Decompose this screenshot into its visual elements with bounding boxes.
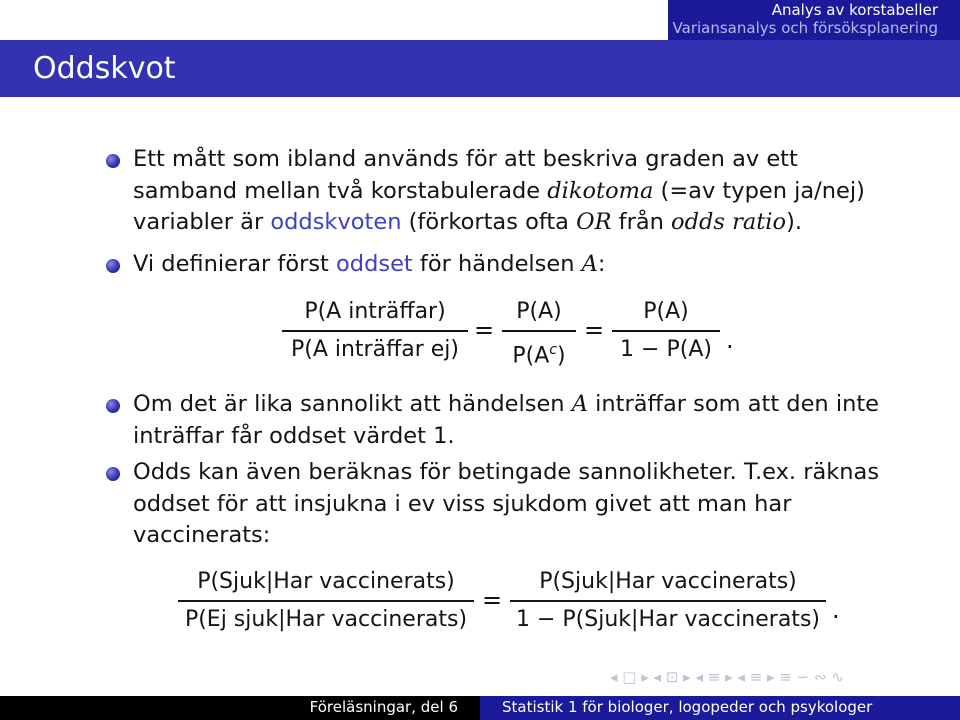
fraction-bar — [502, 330, 576, 332]
beamer-navigation-icons[interactable]: ◂ □ ▸ ◂ ⊡ ▸ ◂ ≡ ▸ ◂ ≡ ▸ ≡ ∽ ∾ ∿ — [610, 668, 844, 686]
numerator: P(Sjuk|Har vaccinerats) — [539, 569, 797, 594]
bullet-icon — [106, 399, 120, 413]
denominator: 1 − P(Sjuk|Har vaccinerats) — [516, 606, 820, 632]
numerator: P(A) — [516, 299, 562, 324]
bullet-icon — [106, 154, 120, 168]
italic-term: A — [581, 251, 598, 277]
text-segment: för händelsen — [412, 251, 582, 277]
numerator: P(A) — [643, 299, 689, 324]
text-segment: (förkortas ofta — [401, 209, 577, 235]
equals-sign: = — [474, 316, 495, 344]
highlighted-term: oddset — [336, 251, 413, 277]
fraction-1 — [178, 568, 474, 634]
text-segment: inträffar som att den inte inträffar får oddset värdet 1. — [133, 391, 880, 449]
text-segment: Om det är lika sannolikt att händelsen — [133, 391, 572, 417]
bullet-2-text — [133, 249, 893, 281]
bullet-3-text — [133, 389, 893, 452]
highlighted-term: oddskvoten — [270, 209, 402, 235]
bullet-4-text: Odds kan även beräknas för betingade sannolikheter. T.ex. räknas oddset för att insjukna i ev viss sjukdom givet att man har vaccinerats: — [133, 459, 880, 548]
italic-term: odds ratio — [671, 209, 787, 235]
footer-right — [480, 696, 960, 720]
bullet-icon — [106, 259, 120, 273]
italic-term: OR — [576, 209, 612, 235]
text-segment: (=av typen ja/nej) variabler är — [133, 177, 865, 235]
text-segment: ). — [786, 209, 802, 235]
frame-title: Oddskvot — [33, 51, 176, 86]
footer-lecture: Föreläsningar, del 6 — [309, 698, 458, 716]
numerator: P(Sjuk|Har vaccinerats) — [197, 569, 455, 594]
fraction-bar — [178, 600, 474, 602]
text-segment: P(A — [512, 342, 550, 368]
text-segment: Ett mått som ibland används för att beskriva graden av ett samband mellan två korstabulerade — [133, 146, 798, 204]
fraction-bar — [612, 330, 720, 332]
fraction-bar — [510, 600, 826, 602]
italic-term: dikotoma — [547, 177, 654, 204]
period: . — [726, 326, 734, 354]
italic-term: A — [571, 391, 588, 417]
fraction-3 — [612, 298, 720, 364]
numerator: P(A inträffar) — [304, 299, 446, 324]
text-segment: : — [597, 251, 606, 277]
header-subsection[interactable]: Variansanalys och försöksplanering — [672, 19, 938, 37]
fraction-2 — [510, 568, 826, 634]
equals-sign: = — [482, 586, 503, 614]
text-segment: från — [611, 209, 672, 235]
equals-sign: = — [584, 316, 605, 344]
fraction-bar — [282, 330, 468, 332]
text-segment: ) — [557, 342, 566, 368]
denominator: P(Ej sjuk|Har vaccinerats) — [184, 606, 468, 632]
bullet-1-text — [133, 144, 893, 239]
period: . — [832, 596, 840, 624]
header-section[interactable]: Analys av korstabeller — [771, 1, 938, 19]
denominator — [502, 336, 576, 370]
footer-course: Statistik 1 för biologer, logopeder och psykologer — [502, 698, 873, 716]
denominator: P(A inträffar ej) — [290, 336, 459, 362]
text-segment: Vi definierar först — [133, 251, 337, 277]
bullet-icon — [106, 467, 120, 481]
denominator: 1 − P(A) — [620, 336, 712, 362]
superscript: c — [549, 341, 557, 358]
footer-left — [0, 696, 480, 720]
fraction-1 — [282, 298, 468, 364]
fraction-2 — [502, 298, 576, 370]
